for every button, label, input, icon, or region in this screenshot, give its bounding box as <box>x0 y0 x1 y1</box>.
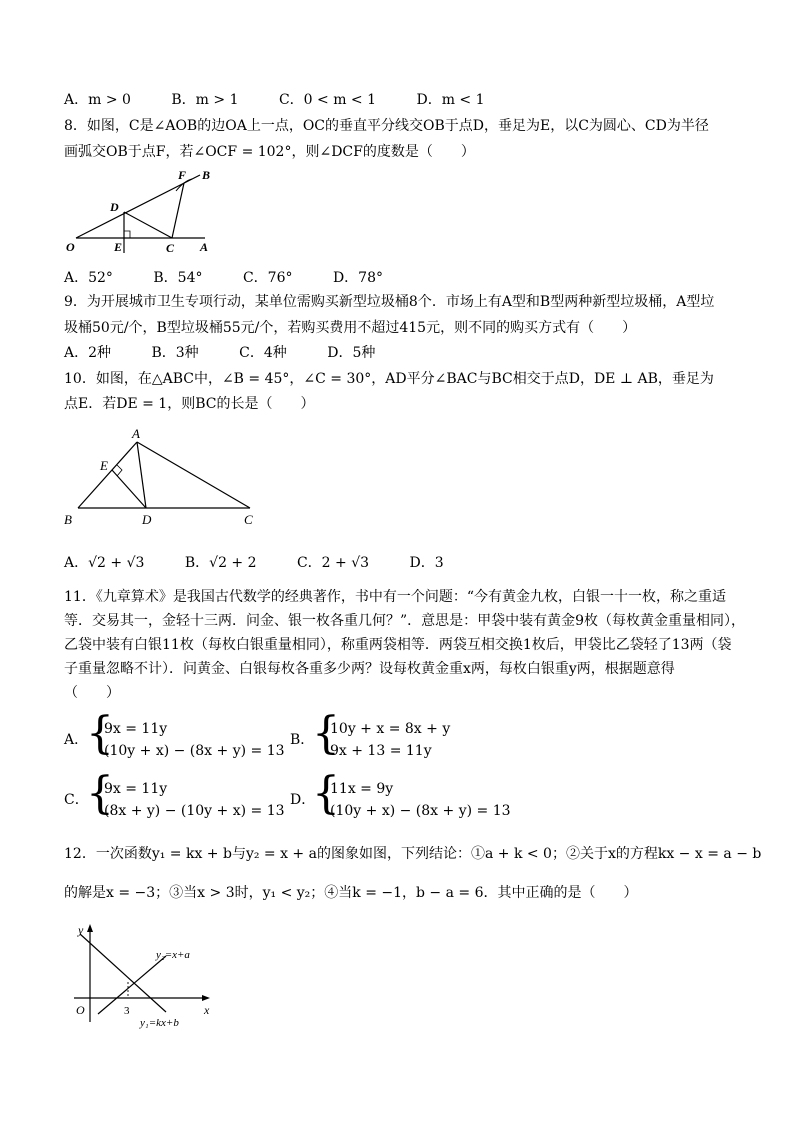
q8-option-c[interactable]: C．76° <box>242 270 293 286</box>
label-three: 3 <box>124 1005 130 1017</box>
label-a: A <box>200 240 209 254</box>
brace-icon: { <box>86 768 114 819</box>
segment-dc <box>124 212 172 238</box>
q11-option-a-eq2: (10y + x) − (8x + y) = 13 <box>104 743 285 759</box>
q11-text-line2: 等．交易其一，金轻十三两．问金、银一枚各重几何？”．意思是：甲袋中装有黄金9枚（每枚黄金重量相同）， <box>64 613 746 629</box>
q8-options <box>64 268 419 288</box>
q11-option-d[interactable] <box>290 768 520 824</box>
line-y1 <box>80 934 166 1012</box>
y-axis-arrow-icon <box>87 924 93 932</box>
q9-option-c[interactable]: C．4种 <box>239 345 287 361</box>
q11-option-b-eq1: 10y + x = 8x + y <box>330 721 451 737</box>
label-d: D <box>110 200 119 214</box>
q9-option-d[interactable]: D．5种 <box>327 345 376 361</box>
q7-option-d[interactable]: D．m < 1 <box>416 92 485 108</box>
q11-option-a-eq1: 9x = 11y <box>104 721 168 737</box>
q10-figure <box>60 422 270 532</box>
q9-text-line1: 9．为开展城市卫生专项行动，某单位需购买新型垃圾桶8个．市场上有A型和B型两种新型垃圾桶，A型垃 <box>64 294 715 310</box>
q10-text-line1: 10．如图，在△ABC中，∠B = 45°，∠C = 30°，AD平分∠BAC与BC相交于点D，DE ⊥ AB，垂足为 <box>64 371 714 387</box>
side-ac <box>137 442 250 508</box>
right-angle-mark <box>117 465 122 476</box>
q11-option-d-eq1: 11x = 9y <box>330 781 394 797</box>
q11-text-line3: 乙袋中装有白银11枚（每枚白银重量相同），称重两袋相等．两袋互相交换1枚后，甲袋比乙袋轻了13两（袋 <box>64 637 732 653</box>
q11-option-c[interactable] <box>64 768 294 824</box>
q11-option-c-label: C． <box>64 792 89 808</box>
label-y-axis: y <box>78 923 84 937</box>
q10-option-b[interactable]: B．√2 + 2 <box>184 555 257 571</box>
label-e: E <box>114 240 123 254</box>
label-o: O <box>66 240 75 254</box>
label-y1: y₁=kx+b <box>140 1017 179 1029</box>
brace-icon: { <box>312 708 340 759</box>
q11-option-a[interactable] <box>64 708 294 764</box>
q7-option-a[interactable]: A．m > 0 <box>64 92 131 108</box>
segment-cf <box>172 183 184 238</box>
label-x-axis: x <box>204 1003 210 1017</box>
bisector-ad <box>137 442 146 508</box>
label-b: B <box>202 168 211 182</box>
q8-text-line2: 画弧交OB于点F，若∠OCF = 102°，则∠DCF的度数是（ ） <box>64 144 475 160</box>
q11-text-line4: 子重量忽略不计）．问黄金、白银每枚各重多少两？设每枚黄金重x两，每枚白银重y两，根据题意得 <box>64 661 675 677</box>
label-e: E <box>100 458 108 473</box>
q11-option-d-label: D． <box>290 792 316 808</box>
x-axis-arrow-icon <box>202 995 210 1001</box>
q8-option-a[interactable]: A．52° <box>64 270 113 286</box>
q11-text-line5: （ ） <box>64 685 120 701</box>
q10-options <box>64 553 480 573</box>
q7-option-c[interactable]: C．0 < m < 1 <box>278 92 377 108</box>
q11-option-d-eq2: (10y + x) − (8x + y) = 13 <box>330 803 511 819</box>
brace-icon: { <box>86 708 114 759</box>
q8-option-d[interactable]: D．78° <box>332 270 383 286</box>
brace-icon: { <box>312 768 340 819</box>
label-f: F <box>178 168 187 182</box>
label-c: C <box>244 512 253 527</box>
label-origin: O <box>76 1003 85 1017</box>
q11-option-c-eq2: (8x + y) − (10y + x) = 13 <box>104 803 285 819</box>
q8-figure <box>60 165 230 257</box>
q7-option-b[interactable]: B．m > 1 <box>171 92 239 108</box>
q12-figure <box>62 922 232 1032</box>
q11-text-line1: 11．《九章算术》是我国古代数学的经典著作，书中有一个问题：“今有黄金九枚，白银一十一枚，称之重适 <box>64 589 726 605</box>
q10-text-line2: 点E．若DE = 1，则BC的长是（ ） <box>64 396 315 412</box>
q10-option-d[interactable]: D．3 <box>409 555 444 571</box>
label-c: C <box>166 241 175 255</box>
q10-option-a[interactable]: A．√2 + √3 <box>64 555 145 571</box>
q11-option-b-label: B． <box>290 732 315 748</box>
label-a: A <box>132 426 140 441</box>
q11-option-a-label: A． <box>64 732 89 748</box>
q11-option-c-eq1: 9x = 11y <box>104 781 168 797</box>
label-b: B <box>64 512 72 527</box>
q11-option-b-eq2: 9x + 13 = 11y <box>330 743 432 759</box>
q12-text-line2: 的解是x = −3；③当x > 3时，y₁ < y₂；④当k = −1，b − a = 6．其中正确的是（ ） <box>64 885 638 901</box>
q8-text-line1: 8．如图，C是∠AOB的边OA上一点，OC的垂直平分线交OB于点D，垂足为E，以C为圆心、CD为半径 <box>64 118 709 134</box>
q7-options <box>64 90 521 110</box>
right-angle-mark <box>124 231 130 238</box>
q10-option-c[interactable]: C．2 + √3 <box>296 555 370 571</box>
line-y2 <box>98 956 166 1014</box>
q12-text-line1: 12．一次函数y₁ = kx + b与y₂ = x + a的图象如图，下列结论：①a + k < 0；②关于x的方程kx − x = a − b <box>64 846 762 862</box>
q11-option-b[interactable] <box>290 708 520 764</box>
side-ab <box>78 442 137 508</box>
q9-option-b[interactable]: B．3种 <box>151 345 199 361</box>
q9-option-a[interactable]: A．2种 <box>64 345 112 361</box>
q8-option-b[interactable]: B．54° <box>153 270 203 286</box>
label-y2: y₂=x+a <box>156 949 190 961</box>
label-d: D <box>142 512 152 527</box>
ray-ob <box>76 175 200 238</box>
q9-options <box>64 343 411 363</box>
q9-text-line2: 圾桶50元/个，B型垃圾桶55元/个，若购买费用不超过415元，则不同的购买方式有（ ） <box>64 320 637 336</box>
